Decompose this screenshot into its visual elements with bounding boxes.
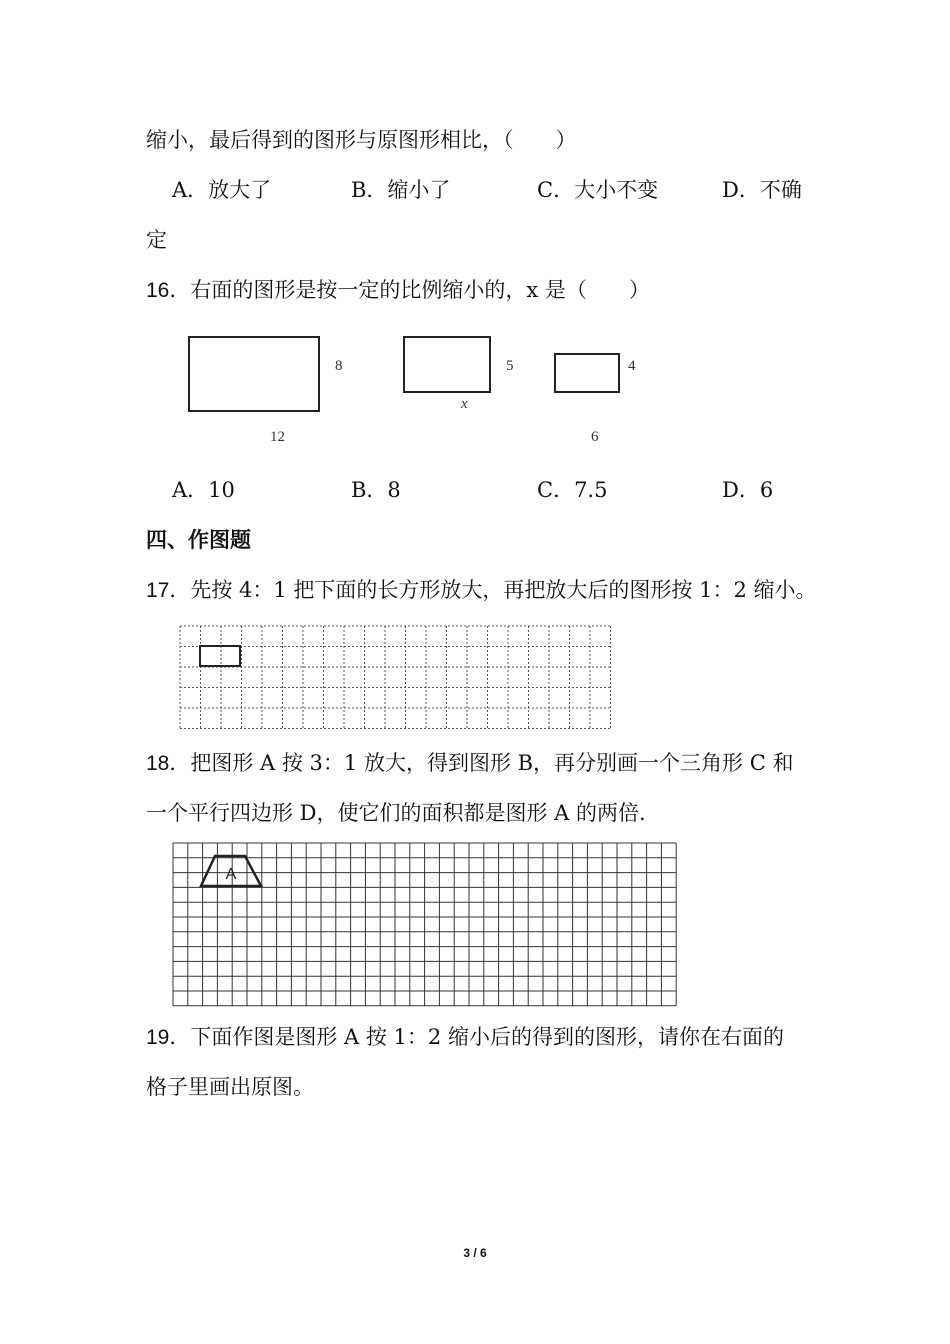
q16-option-a: A．10 bbox=[172, 478, 235, 502]
q19-number: 19． bbox=[146, 1026, 191, 1049]
page-number: 3 / 6 bbox=[463, 1246, 487, 1260]
q19-text-line1: 下面作图是图形 A 按 1：2 缩小后的得到的图形，请你在右面的 bbox=[190, 1025, 784, 1049]
q16-rect1-width-label: 12 bbox=[270, 429, 285, 445]
section-heading-drawing: 四、作图题 bbox=[146, 528, 251, 552]
q17-dotted-grid bbox=[178, 622, 612, 730]
q15-option-a: A．放大了 bbox=[172, 178, 272, 202]
q17-text: 先按 4：1 把下面的长方形放大，再把放大后的图形按 1：2 缩小。 bbox=[190, 578, 817, 602]
q16-option-c: C．7.5 bbox=[537, 478, 608, 502]
q16-rect2-height-label: 5 bbox=[506, 358, 514, 374]
q18-square-grid bbox=[171, 841, 679, 1008]
q16-prompt bbox=[146, 275, 650, 306]
q16-option-d: D．6 bbox=[722, 478, 774, 502]
q16-rect1-height-label: 8 bbox=[335, 358, 343, 374]
q16-rect3-height-label: 4 bbox=[628, 358, 636, 374]
q18-text-line1: 把图形 A 按 3：1 放大，得到图形 B，再分别画一个三角形 C 和 bbox=[190, 751, 794, 775]
q17-small-rectangle bbox=[200, 646, 240, 666]
q19-prompt-line1 bbox=[146, 1022, 784, 1053]
q16-text: 右面的图形是按一定的比例缩小的，x 是（ ） bbox=[190, 278, 650, 302]
q18-prompt-line1 bbox=[146, 748, 793, 779]
q16-rectangle-large bbox=[188, 336, 320, 412]
q16-rectangle-small bbox=[554, 353, 620, 393]
q15-continuation: 缩小，最后得到的图形与原图形相比，（ ） bbox=[146, 128, 577, 152]
q15-option-d: D．不确 bbox=[722, 178, 802, 202]
q18-number: 18． bbox=[146, 752, 191, 775]
q18-prompt-line2: 一个平行四边形 D，使它们的面积都是图形 A 的两倍. bbox=[146, 801, 646, 825]
q16-rect2-width-label: x bbox=[461, 396, 468, 412]
q16-number: 16． bbox=[146, 279, 191, 302]
q16-rectangle-medium bbox=[403, 336, 491, 393]
q15-option-c: C．大小不变 bbox=[537, 178, 659, 202]
q18-shape-label: A bbox=[225, 866, 237, 883]
q17-prompt bbox=[146, 575, 817, 606]
q16-option-b: B．8 bbox=[351, 478, 401, 502]
q19-prompt-line2: 格子里画出原图。 bbox=[146, 1075, 314, 1099]
q15-option-d-tail: 定 bbox=[146, 228, 167, 252]
q17-number: 17． bbox=[146, 579, 191, 602]
q15-option-b: B．缩小了 bbox=[351, 178, 451, 202]
q16-rect3-width-label: 6 bbox=[591, 429, 599, 445]
